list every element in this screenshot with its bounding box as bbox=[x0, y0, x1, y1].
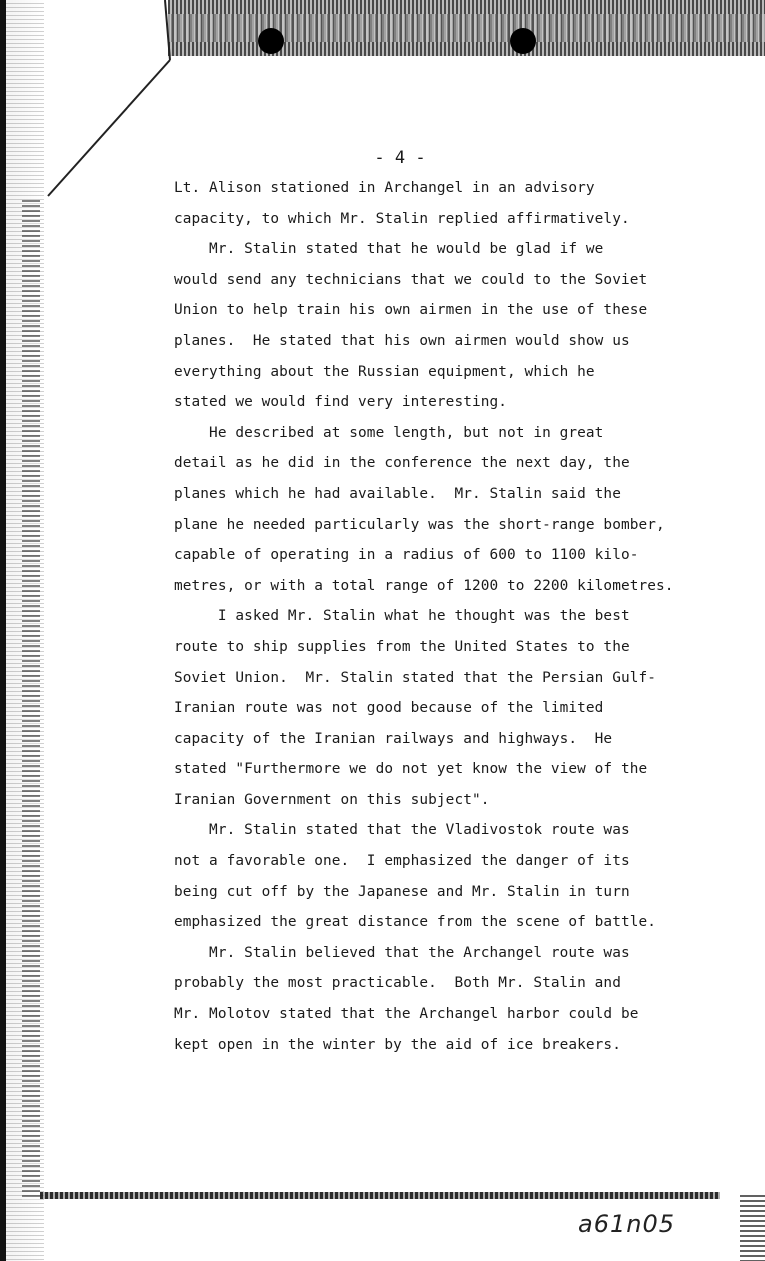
text-line: He described at some length, but not in great bbox=[174, 424, 604, 441]
punch-hole bbox=[258, 28, 284, 54]
text-line: Iranian route was not good because of the limited bbox=[174, 700, 604, 717]
text-line: Union to help train his own airmen in the use of these bbox=[174, 302, 648, 319]
text-line: route to ship supplies from the United States to the bbox=[174, 638, 630, 655]
text-line: metres, or with a total range of 1200 to 2200 kilometres. bbox=[174, 577, 674, 594]
text-line: capacity, to which Mr. Stalin replied affirmatively. bbox=[174, 210, 630, 227]
page-number: - 4 - bbox=[374, 148, 426, 168]
text-line: capable of operating in a radius of 600 to 1100 kilo- bbox=[174, 547, 639, 564]
text-line: planes. He stated that his own airmen would show us bbox=[174, 332, 630, 349]
text-line: planes which he had available. Mr. Stalin said the bbox=[174, 485, 621, 502]
text-line: plane he needed particularly was the short-range bomber, bbox=[174, 516, 665, 533]
text-line: not a favorable one. I emphasized the danger of its bbox=[174, 853, 630, 870]
bottom-scan-border bbox=[40, 1192, 720, 1199]
text-line: stated we would find very interesting. bbox=[174, 394, 508, 411]
text-line: Mr. Stalin believed that the Archangel route was bbox=[174, 944, 630, 961]
text-line: stated "Furthermore we do not yet know the view of the bbox=[174, 761, 648, 778]
text-line: Mr. Stalin stated that he would be glad if we bbox=[174, 241, 604, 258]
body-text bbox=[174, 173, 734, 1060]
bottom-right-scan-noise bbox=[740, 1195, 765, 1261]
text-line: I asked Mr. Stalin what he thought was the best bbox=[174, 608, 630, 625]
text-line: Iranian Government on this subject". bbox=[174, 791, 490, 808]
text-line: Mr. Stalin stated that the Vladivostok route was bbox=[174, 822, 630, 839]
text-line: being cut off by the Japanese and Mr. Stalin in turn bbox=[174, 883, 630, 900]
punch-hole bbox=[510, 28, 536, 54]
text-line: capacity of the Iranian railways and highways. He bbox=[174, 730, 613, 747]
text-line: detail as he did in the conference the next day, the bbox=[174, 455, 630, 472]
left-scan-strip bbox=[22, 200, 40, 1200]
text-line: would send any technicians that we could to the Soviet bbox=[174, 271, 648, 288]
text-line: Soviet Union. Mr. Stalin stated that the Persian Gulf- bbox=[174, 669, 657, 686]
text-line: emphasized the great distance from the scene of battle. bbox=[174, 914, 657, 931]
text-line: kept open in the winter by the aid of ice breakers. bbox=[174, 1036, 621, 1053]
text-line: probably the most practicable. Both Mr. Stalin and bbox=[174, 975, 621, 992]
text-line: everything about the Russian equipment, which he bbox=[174, 363, 595, 380]
folded-corner-line bbox=[0, 0, 200, 240]
archive-handwritten-mark: a61n05 bbox=[578, 1210, 675, 1238]
text-line: Lt. Alison stationed in Archangel in an advisory bbox=[174, 180, 595, 196]
text-line: Mr. Molotov stated that the Archangel harbor could be bbox=[174, 1006, 639, 1023]
